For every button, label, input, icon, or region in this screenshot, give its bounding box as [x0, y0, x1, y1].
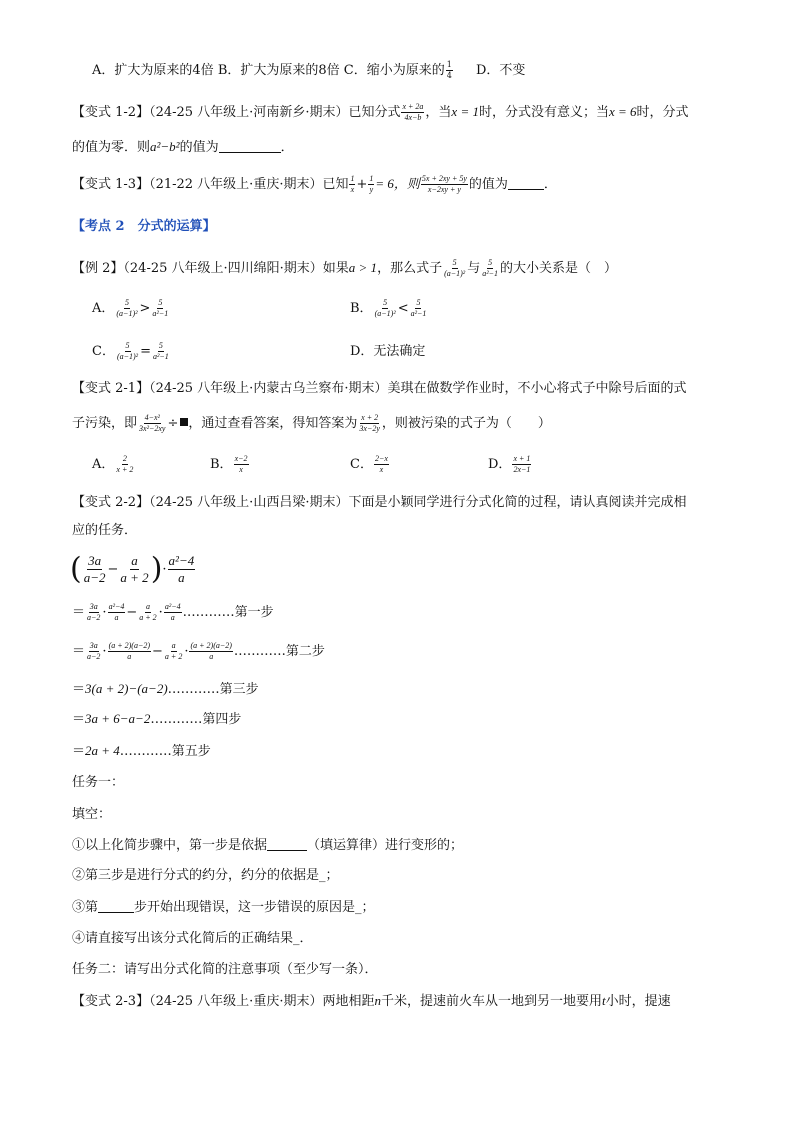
v22-task2: 任务二：请写出分式化简的注意事项（至少写一条）．: [72, 962, 378, 977]
v21-line1: 【变式 2-1】（24-25 八年级上·内蒙古乌兰察布·期末）美琪在做数学作业时，不小心将式子中除号后面的式: [72, 381, 687, 396]
v12-tag: 【变式 1-2】: [72, 105, 150, 120]
ex2-option-a[interactable]: A． $\frac{5}{\text{(a−1)²}}$ > $\frac{5}{\text{a²−1}}$: [92, 298, 169, 318]
v22-step5: ＝2a + 4…………第五步: [72, 743, 211, 759]
v21-option-a[interactable]: A． $\frac{2}{x + 2}$: [92, 454, 134, 474]
v12-fraction: $\frac{x + 2a}{4x-b}$: [402, 102, 424, 122]
v22-step3: ＝3(a + 2)−(a−2)…………第三步: [72, 681, 259, 697]
q1-option-c-fraction: $\frac{1}{4}$: [446, 60, 452, 80]
ex2-tag: 【例 2】: [72, 261, 124, 276]
v22-step2: ＝ $\frac{3a}{a-2}$ · $\frac{(a + 2)(a-2)}{a}$ − $\frac{a}{a + 2}$ · $\frac{(a + 2)(a-2)}{a}$ …………第二步: [72, 641, 325, 661]
v12-answer-blank[interactable]: [219, 138, 281, 153]
v23-line: 【变式 2-3】（24-25 八年级上·重庆·期末）两地相距n千米，提速前火车从一地到另一地要用t小时，提速: [72, 993, 671, 1009]
v22-q2: ②第三步是进行分式的约分，约分的依据是_；: [72, 868, 339, 883]
v13-answer-blank[interactable]: [508, 175, 544, 190]
ex2-option-d[interactable]: D．无法确定: [350, 344, 426, 359]
v13-tag: 【变式 1-3】: [72, 177, 150, 192]
v22-expression: ( $\frac{3a}{a-2}$ − $\frac{a}{a + 2}$ )· $\frac{\text{a²−4}}{a}$: [70, 551, 195, 587]
v21-tag: 【变式 2-1】: [72, 381, 150, 396]
v22-step1: ＝ $\frac{3a}{a-2}$ · $\frac{\text{a²−4}}{a}$ − $\frac{a}{a + 2}$ · $\frac{\text{a²−4}}{a}$ …………第一步: [72, 602, 274, 622]
v22-q3-blank[interactable]: [98, 898, 134, 913]
v22-q1-blank[interactable]: [267, 836, 307, 851]
v23-tag: 【变式 2-3】: [72, 994, 150, 1009]
v22-line1: 【变式 2-2】（24-25 八年级上·山西吕梁·期末）下面是小颖同学进行分式化简的过程，请认真阅读并完成相: [72, 495, 687, 510]
q1-option-c: C．缩小为原来的: [343, 63, 445, 78]
v21-option-b[interactable]: B． $\frac{x-2}{x}$: [210, 454, 248, 474]
ex2-option-b[interactable]: B． $\frac{5}{\text{(a−1)²}}$ < $\frac{5}{\text{a²−1}}$: [350, 298, 427, 318]
v22-task1-heading: 任务一：: [72, 775, 125, 790]
ex2-question: 【例 2】（24-25 八年级上·四川绵阳·期末）如果a > 1，那么式子 $\frac{5}{\text{(a−1)²}}$ 与 $\frac{5}{\text{a²−1}}$ 的大小关系是（ ）: [72, 258, 618, 278]
v12-source: （24-25 八年级上·河南新乡·期末）已知分式: [149, 105, 401, 120]
v21-line2: 子污染，即 $\frac{\text{4−x²}}{\text{3x²−2xy}}$ ÷ ，通过查看答案，得知答案为 $\frac{x + 2}{3x-2y}$ ，则被污染的式子为（ ）: [72, 413, 551, 433]
q1-option-a: A．扩大为原来的4倍: [92, 63, 214, 78]
v21-option-d[interactable]: D． $\frac{x + 1}{2x-1}$: [488, 454, 531, 474]
v22-tag: 【变式 2-2】: [72, 495, 150, 510]
v21-option-c[interactable]: C． $\frac{2-x}{x}$: [350, 454, 388, 474]
v22-q1: ①以上化简步骤中，第一步是依据 （填运算律）进行变形的；: [72, 838, 464, 853]
v12-line1: 【变式 1-2】（24-25 八年级上·河南新乡·期末）已知分式 $\frac{x + 2a}{4x-b}$ ，当x = 1时，分式没有意义；当x = 6时，分式: [72, 102, 689, 122]
v22-q3: ③第 步开始出现错误，这一步错误的原因是_；: [72, 900, 375, 915]
ex2-option-c[interactable]: C． $\frac{5}{\text{(a−1)²}}$ = $\frac{5}{\text{a²−1}}$: [92, 341, 169, 361]
q1-option-b: B．扩大为原来的8倍: [217, 63, 340, 78]
v22-q4: ④请直接写出该分式化简后的正确结果_．: [72, 931, 313, 946]
v12-line2: 的值为零．则a²−b²的值为 ．: [72, 139, 294, 155]
v22-step4: ＝3a + 6−a−2…………第四步: [72, 711, 242, 727]
v22-fill-heading: 填空：: [72, 807, 112, 822]
v22-line2: 应的任务．: [72, 523, 138, 538]
kp2-heading: 【考点 2 分式的运算】: [72, 219, 216, 234]
q1-options-line: [92, 60, 525, 82]
q1-option-d: D．不变: [475, 63, 526, 78]
v13-line: 【变式 1-3】（21-22 八年级上·重庆·期末）已知 $\frac{1}{x}$ + $\frac{1}{y}$ = 6，则 $\frac{5x + 2xy + 5y}{x-2xy + y}$ 的值为 ．: [72, 174, 557, 194]
